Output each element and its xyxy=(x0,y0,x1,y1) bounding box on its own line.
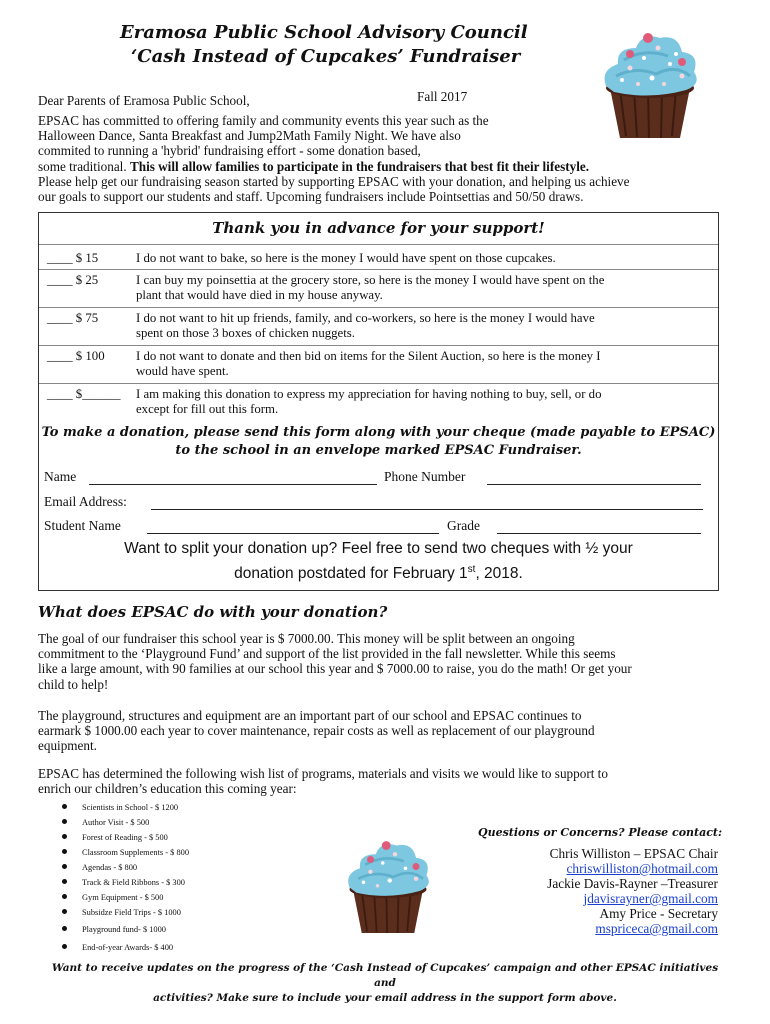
option-line: plant that would have died in my house anyway. xyxy=(136,288,383,303)
name-field[interactable] xyxy=(89,484,377,485)
name-label: Name xyxy=(44,469,77,484)
intro-line: Please help get our fundraising season started by supporting EPSAC with your donation, and helping us achieve xyxy=(38,173,630,189)
intro-line: our goals to support our students and staff. Upcoming fundraisers include Pointsettias and 50/50 draws. xyxy=(38,189,584,205)
email-label: Email Address: xyxy=(44,494,127,509)
wishlist-item-text: Agendas - $ 800 xyxy=(82,863,138,872)
intro-text: some traditional. xyxy=(38,158,130,174)
bullet-icon xyxy=(62,909,67,914)
intro-bold-text: This will allow families to participate in the fundraisers that best fit their lifestyle. xyxy=(129,158,590,174)
option-line: except for fill out this form. xyxy=(136,402,279,417)
paragraph-line: EPSAC has determined the following wish list of programs, materials and visits we would like to support to xyxy=(38,766,608,781)
split-text: , 2018. xyxy=(475,565,523,583)
wishlist-item-text: Scientists in School - $ 1200 xyxy=(82,803,179,812)
donation-option-amount[interactable]: ____ $______ xyxy=(47,387,121,401)
bullet-icon xyxy=(62,834,67,839)
page-title: Eramosa Public School Advisory Council xyxy=(120,22,528,43)
list-item xyxy=(62,925,166,934)
split-text: donation postdated for February 1 xyxy=(234,565,468,583)
list-item xyxy=(62,943,173,952)
option-line: spent on those 3 boxes of chicken nuggets. xyxy=(136,326,355,341)
donation-option-amount[interactable]: ____ $ 15 xyxy=(47,251,99,265)
donation-option-amount[interactable]: ____ $ 100 xyxy=(47,349,105,363)
contact-heading: Questions or Concerns? Please contact: xyxy=(478,826,723,839)
section-heading: What does EPSAC do with your donation? xyxy=(38,603,388,621)
thanks-heading: Thank you in advance for your support! xyxy=(212,219,545,237)
wishlist-item-text: End-of-year Awards- $ 400 xyxy=(82,943,174,952)
split-line: Want to split your donation up? Feel free to send two cheques with ½ your xyxy=(124,540,633,557)
divider xyxy=(39,345,718,346)
list-item xyxy=(62,803,178,812)
grade-label: Grade xyxy=(447,518,480,533)
bullet-icon xyxy=(62,849,67,854)
list-item xyxy=(62,818,149,827)
wishlist-item-text: Forest of Reading - $ 500 xyxy=(82,833,168,842)
bullet-icon xyxy=(62,944,67,949)
divider xyxy=(39,383,718,384)
paragraph-line: earmark $ 1000.00 each year to cover maintenance, repair costs as well as replacement of our playground xyxy=(38,723,595,739)
treasurer-email-link[interactable]: jdavisrayner@gmail.com xyxy=(583,891,718,906)
donation-option-amount[interactable]: ____ $ 25 xyxy=(47,273,99,287)
treasurer-name: Jackie Davis-Rayner –Treasurer xyxy=(547,876,718,891)
student-name-label: Student Name xyxy=(44,518,121,533)
option-line: I do not want to hit up friends, family, and co-workers, so here is the money I would have xyxy=(136,311,595,325)
chair-name: Chris Williston – EPSAC Chair xyxy=(549,846,718,861)
donation-option-text xyxy=(136,311,711,341)
wishlist-item-text: Subsidze Field Trips - $ 1000 xyxy=(82,908,181,917)
wishlist-item-text: Author Visit - $ 500 xyxy=(82,818,150,827)
footer-line: activities? Make sure to include your email address in the support form above. xyxy=(153,992,617,1004)
wishlist-item-text: Classroom Supplements - $ 800 xyxy=(82,848,190,857)
option-line: I can buy my poinsettia at the grocery store, so here is the money I would have spent on the xyxy=(136,273,605,287)
intro-line: commited to running a 'hybrid' fundraising effort - some donation based, xyxy=(38,143,421,159)
divider xyxy=(39,307,718,308)
intro-paragraph xyxy=(38,113,728,204)
secretary-email-link[interactable]: mspriceca@gmail.com xyxy=(595,921,718,936)
paragraph-line: commitment to the ‘Playground Fund’ and support of the list provided in the fall newsletter. While this seems xyxy=(38,646,616,662)
cupcake-image-middle xyxy=(332,828,444,940)
paragraph-line: The goal of our fundraiser this school year is $ 7000.00. This money will be split between an ongoing xyxy=(38,631,575,646)
list-item xyxy=(62,863,137,872)
secretary-name: Amy Price - Secretary xyxy=(599,906,718,921)
paragraph-line: enrich our children’s education this coming year: xyxy=(38,781,297,797)
donation-option-amount[interactable]: ____ $ 75 xyxy=(47,311,99,325)
list-item xyxy=(62,878,185,887)
phone-label: Phone Number xyxy=(384,469,466,484)
grade-field[interactable] xyxy=(497,533,701,534)
chair-email-link[interactable]: chriswilliston@hotmail.com xyxy=(566,861,718,876)
instruction-line: to the school in an envelope marked EPSAC Fundraiser. xyxy=(175,443,582,458)
ordinal-suffix: st xyxy=(467,564,476,575)
list-item xyxy=(62,893,163,902)
student-name-field[interactable] xyxy=(147,533,439,534)
paragraph-line: like a large amount, with 90 families at our school this year and $ 7000.00 to raise, you do the math! Or get your xyxy=(38,661,632,677)
intro-line: Halloween Dance, Santa Breakfast and Jump2Math Family Night. We have also xyxy=(38,128,461,144)
option-line: I am making this donation to express my appreciation for having nothing to buy, sell, or do xyxy=(136,387,602,401)
option-line: I do not want to donate and then bid on items for the Silent Auction, so here is the money I xyxy=(136,349,601,363)
list-item xyxy=(62,848,189,857)
bullet-icon xyxy=(62,926,67,931)
wishlist-item-text: Gym Equipment - $ 500 xyxy=(82,893,164,902)
phone-field[interactable] xyxy=(487,484,701,485)
season-label: Fall 2017 xyxy=(417,89,468,104)
bullet-icon xyxy=(62,864,67,869)
wishlist-item-text: Playground fund- $ 1000 xyxy=(82,925,166,934)
donation-form xyxy=(38,212,719,591)
paragraph-line: child to help! xyxy=(38,676,109,692)
divider xyxy=(39,244,718,245)
list-item xyxy=(62,833,168,842)
paragraph-line: The playground, structures and equipment are an important part of our school and EPSAC continues to xyxy=(38,708,582,723)
page-subtitle: ‘Cash Instead of Cupcakes’ Fundraiser xyxy=(131,46,521,67)
donation-instructions xyxy=(39,424,718,460)
donation-option-text xyxy=(136,251,711,266)
footer-note xyxy=(40,961,730,1006)
option-line: would have spent. xyxy=(136,364,229,379)
intro-line xyxy=(38,159,728,174)
paragraph-line: equipment. xyxy=(38,738,97,754)
footer-line: Want to receive updates on the progress of the ‘Cash Instead of Cupcakes’ campaign and other EPSAC initiatives and xyxy=(51,962,719,989)
playground-paragraph xyxy=(38,708,728,754)
bullet-icon xyxy=(62,804,67,809)
list-item xyxy=(62,908,181,917)
divider xyxy=(39,269,718,270)
option-line: I do not want to bake, so here is the money I would have spent on those cupcakes. xyxy=(136,251,556,265)
donation-option-text xyxy=(136,273,711,303)
bullet-icon xyxy=(62,879,67,884)
goal-paragraph xyxy=(38,631,728,692)
salutation: Dear Parents of Eramosa Public School, xyxy=(38,93,250,108)
bullet-icon xyxy=(62,819,67,824)
wishlist-item-text: Track & Field Ribbons - $ 300 xyxy=(82,878,185,887)
instruction-line: To make a donation, please send this form along with your cheque (made payable to EPSAC) xyxy=(41,425,716,440)
donation-option-text xyxy=(136,349,711,379)
intro-line: EPSAC has committed to offering family and community events this year such as the xyxy=(38,113,489,128)
bullet-icon xyxy=(62,894,67,899)
split-donation-note xyxy=(39,538,718,584)
wishlist-intro xyxy=(38,766,728,796)
email-field[interactable] xyxy=(151,509,703,510)
donation-option-text xyxy=(136,387,711,417)
split-line xyxy=(39,559,718,584)
